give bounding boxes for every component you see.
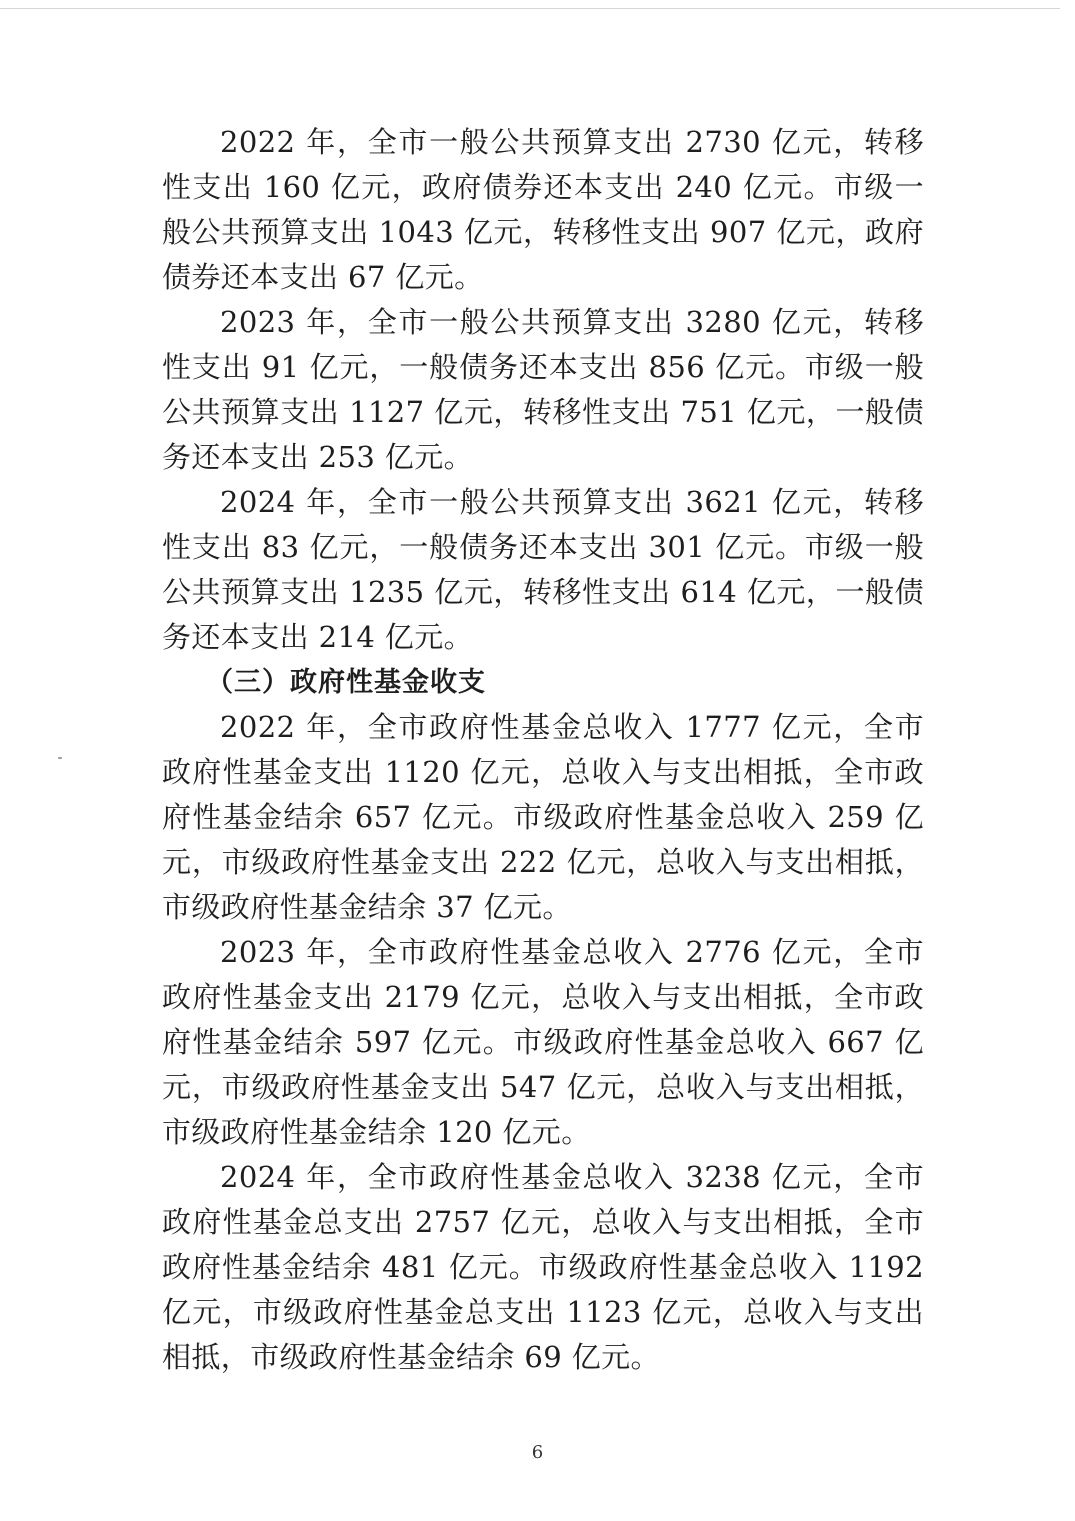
- scan-speck: [58, 757, 62, 759]
- paragraph-2024-government-funds: 2024 年，全市政府性基金总收入 3238 亿元，全市政府性基金总支出 2757 亿元，总收入与支出相抵，全市政府性基金结余 481 亿元。市级政府性基金总收入 1192 亿元，市级政府性基金总支出 1123 亿元，总收入与支出相抵，市级政府性基金结余 69 亿元。: [162, 1160, 924, 1374]
- paragraph-2023-government-funds: 2023 年，全市政府性基金总收入 2776 亿元，全市政府性基金支出 2179 亿元，总收入与支出相抵，全市政府性基金结余 597 亿元。市级政府性基金总收入 667 亿元，市级政府性基金支出 547 亿元，总收入与支出相抵，市级政府性基金结余 120 亿元。: [162, 935, 924, 1149]
- scan-edge-line: [0, 8, 1060, 9]
- page-number: 6: [531, 1442, 544, 1463]
- paragraph-2022-general-budget: 2022 年，全市一般公共预算支出 2730 亿元，转移性支出 160 亿元，政府债券还本支出 240 亿元。市级一般公共预算支出 1043 亿元，转移性支出 907 亿元，政府债券还本支出 67 亿元。: [162, 125, 924, 294]
- paragraph-2024-general-budget: 2024 年，全市一般公共预算支出 3621 亿元，转移性支出 83 亿元，一般债务还本支出 301 亿元。市级一般公共预算支出 1235 亿元，转移性支出 614 亿元，一般债务还本支出 214 亿元。: [162, 485, 924, 654]
- section-heading-government-funds: （三）政府性基金收支: [206, 667, 486, 698]
- page-body: [162, 120, 924, 1380]
- paragraph-2023-general-budget: 2023 年，全市一般公共预算支出 3280 亿元，转移性支出 91 亿元，一般债务还本支出 856 亿元。市级一般公共预算支出 1127 亿元，转移性支出 751 亿元，一般债务还本支出 253 亿元。: [162, 305, 924, 474]
- paragraph-2022-government-funds: 2022 年，全市政府性基金总收入 1777 亿元，全市政府性基金支出 1120 亿元，总收入与支出相抵，全市政府性基金结余 657 亿元。市级政府性基金总收入 259 亿元，市级政府性基金支出 222 亿元，总收入与支出相抵，市级政府性基金结余 37 亿元。: [162, 710, 924, 924]
